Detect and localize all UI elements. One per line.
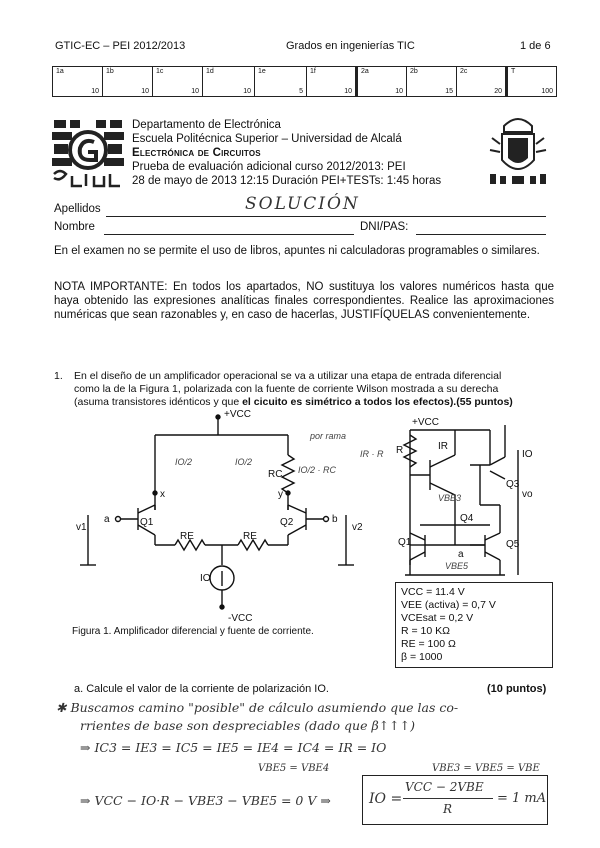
department-block [132,118,441,188]
wilson-q1-label: Q1 [398,537,412,548]
result-value: = 1 mA [497,791,547,806]
result-denominator: R [443,802,453,816]
figure-caption: Figura 1. Amplificador diferencial y fuente de corriente. [72,626,314,637]
result-lhs: IO = [369,791,403,807]
note-vbe5: VBE5 [445,561,469,571]
grade-cell: 1e 5 [255,67,307,97]
q1-label: Q1 [140,517,154,528]
course-name: Electrónica de Circuitos [132,147,261,159]
note-ir-r: IR · R [360,449,384,459]
university-logo-icon [50,118,128,190]
wilson-r-label: R [396,445,404,456]
grade-cell: 1f 10 [307,67,357,97]
param-r: R = 10 KΩ [401,625,450,637]
grade-table [52,66,557,97]
grade-cell: 2a 10 [357,67,407,97]
apellidos-label: Apellidos [54,203,101,215]
grade-cell: 1b 10 [103,67,153,97]
note-io-half-mid: IO/2 [235,457,253,467]
note-vbe3: VBE3 [438,493,462,503]
result-box [362,775,548,825]
vee-label: -VCC [228,613,253,624]
nombre-label: Nombre [54,221,95,233]
question-1: 1. En el diseño de un amplificador operacional se va a utilizar una etapa de entrada diferencial como la de la Figura 1, polarizada con la fuente de corriente Wilson mostrada a su derecha (asuma transistores idénticos y que el cicuito es simétrico a todos los efectos).(55 puntos) [54,370,513,408]
grade-cell: T 100 [507,67,557,97]
important-note: NOTA IMPORTANTE: En todos los apartados, NO sustituya los valores numéricos hasta que haya obtenido las expresiones analíticas finales correspondientes. Realice las aproximaciones numéricas que sean razonables y, en caso de hacerlas, JUSTIFÍQUELAS convenientemente. [54,281,554,321]
apellidos-value[interactable]: SOLUCIÓN [245,194,360,214]
re1-label: RE [180,531,194,542]
note-io-half-left: IO/2 [175,457,193,467]
vcc-label: +VCC [224,409,251,420]
param-vcesat: VCEsat = 0,2 V [401,612,474,624]
node-y: y [278,489,283,500]
solution-line-3: ⇒ IC3 = IE3 = IC5 = IE5 = IE4 = IC4 = IR = IO [80,740,387,755]
io-label: IO [200,573,211,584]
re2-label: RE [243,531,257,542]
grade-cell: 1a 10 [53,67,103,97]
wilson-q3-label: Q3 [506,479,520,490]
solution-note-vbe: VBE5 = VBE4 [258,763,330,774]
param-vcc: VCC = 11.4 V [401,586,465,598]
node-b: b [332,514,338,525]
dni-label: DNI/PAS: [360,221,409,233]
node-x: x [160,489,165,500]
parameters-box [395,582,553,668]
param-re: RE = 100 Ω [401,638,456,650]
header-left: GTIC-EC – PEI 2012/2013 [55,40,186,52]
wilson-vcc-label: +VCC [412,417,439,428]
wilson-ir-label: IR [438,441,448,452]
rc-label: RC [268,469,283,480]
wilson-io-label: IO [522,449,533,460]
note-io-rc: IO/2 · RC [298,465,337,475]
grade-cell: 2b 15 [407,67,457,97]
school-name: Escuela Politécnica Superior – Universidad de Alcalá [132,133,402,145]
param-vee: VEE (activa) = 0,7 V [401,599,496,611]
v1-label: v1 [76,522,87,533]
exam-date: 28 de mayo de 2013 12:15 Duración PEI+TESTs: 1:45 horas [132,175,442,187]
node-a: a [104,514,110,525]
department-name: Departamento de Electrónica [132,119,281,131]
page-number: 1 de 6 [520,40,551,52]
grade-cell: 1c 10 [153,67,203,97]
q2-label: Q2 [280,517,294,528]
grade-cell: 1d 10 [203,67,255,97]
wilson-q4-label: Q4 [460,513,474,524]
wilson-vo-label: vo [522,489,533,500]
v2-label: v2 [352,522,363,533]
solution-note-vbe-equal: VBE3 = VBE5 = VBE [432,763,540,774]
wilson-a-label: a [458,549,464,560]
result-numerator: VCC − 2VBE [405,780,484,794]
wilson-q5-label: Q5 [506,539,520,550]
crest-icon [486,114,550,188]
subquestion-a-points: (10 puntos) [487,683,547,695]
instructions-paragraph: En el examen no se permite el uso de libros, apuntes ni calculadoras programables o similares. [54,245,540,257]
solution-line-2: rrientes de base son despreciables (dado que β↑↑↑) [80,718,415,733]
exam-title: Prueba de evaluación adicional curso 2012/2013: PEI [132,161,406,173]
note-por-rama: por rama [310,431,347,441]
solution-line-1: ✱ Buscamos camino "posible" de cálculo asumiendo que las co- [56,700,459,715]
param-beta: β = 1000 [401,651,443,663]
subquestion-a: a. Calcule el valor de la corriente de polarización IO. [74,683,329,695]
header-center: Grados en ingenierías TIC [286,40,415,52]
question-number: 1. [54,370,63,382]
grade-cell: 2c 20 [457,67,507,97]
solution-line-5: ⇒ VCC − IO·R − VBE3 − VBE5 = 0 V ⇒ [80,793,331,808]
